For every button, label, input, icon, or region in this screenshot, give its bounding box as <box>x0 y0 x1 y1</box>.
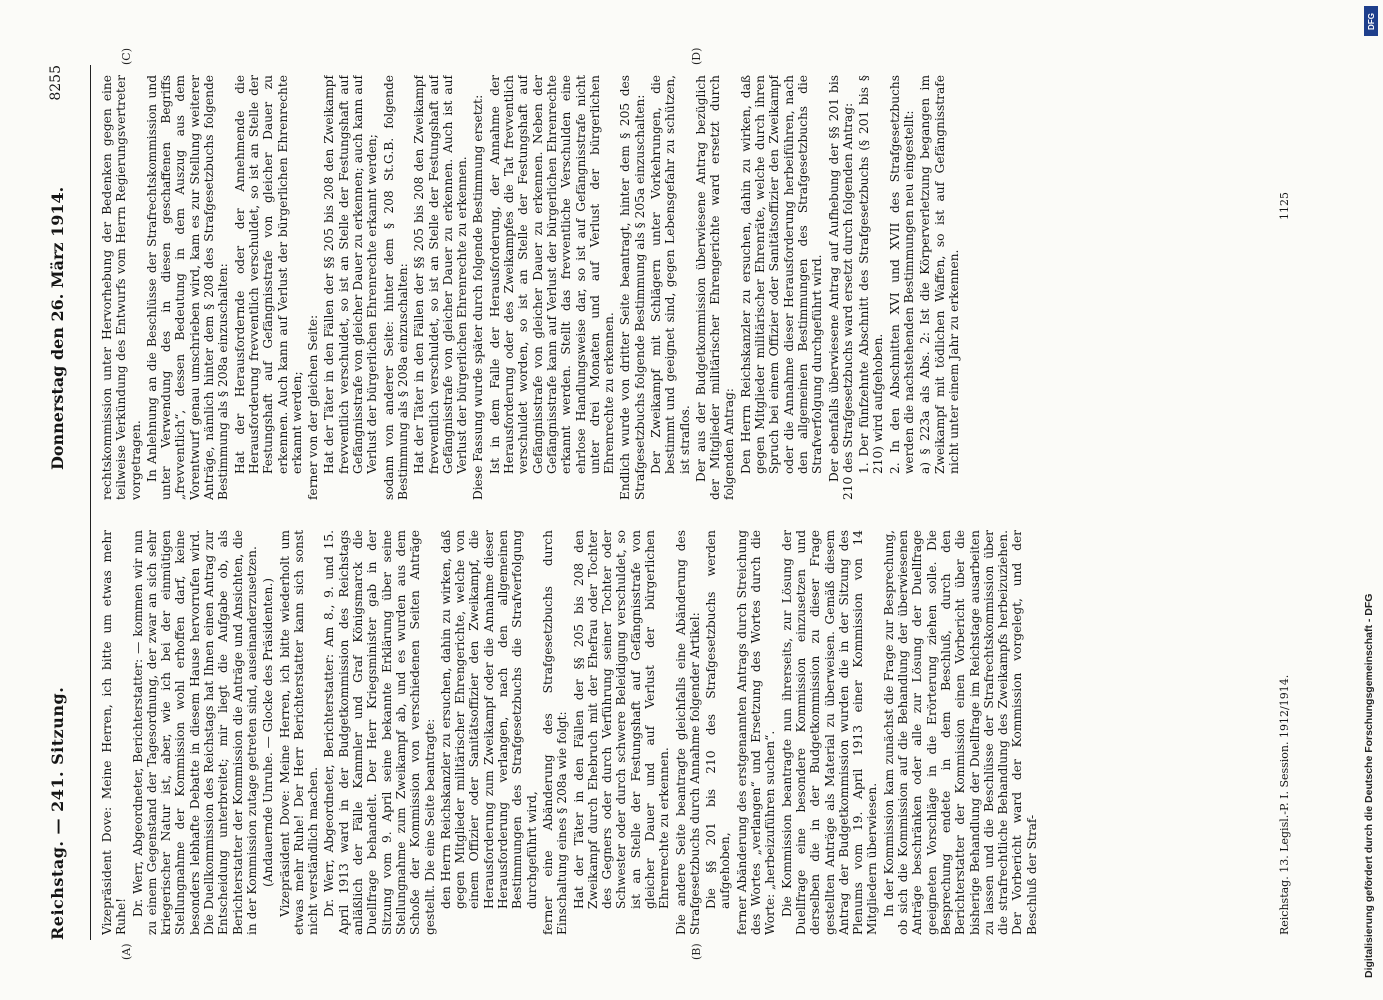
paragraph: (Andauernde Unruhe. — Glocke des Präsidenten.) <box>261 577 276 888</box>
page-header <box>48 65 84 940</box>
header-date: Donnerstag den 26. März 1914. <box>48 186 67 470</box>
margin-marker-d: (D) <box>690 47 703 65</box>
paragraph: Die Kommission beantragte nun ihrerseits, zur Lösung der Duellfrage eine besondere Kommission einzusetzen und derselben die in der Budgetkommission zu dieser Frage gestellten Anträge als Material zu überweisen. Gemäß diesem Antrag der Budgetkommission wurden die in der Sitzung des Plenums vom 19. April 1913 einer Kommission von 14 Mitgliedern überwiesen. <box>779 530 880 935</box>
footer-signature: 1125 <box>1278 192 1291 220</box>
paragraph: In Anlehnung an die Beschlüsse der Strafrechtskommission und unter Verwendung des in diesen geschaffenen Begriffs „frevventlich“, dessen Bedeutung in dem Auszug aus dem Vorentwurf genau umschrieben wird, kam es zur Stellung weiterer Anträge, nämlich hinter dem § 208 des Strafgesetzbuchs folgende Bestimmung als § 208a einzuschalten: <box>144 75 231 500</box>
paragraph: Der ebenfalls überwiesene Antrag auf Aufhebung der §§ 201 bis 210 des Strafgesetzbuchs ward ersetzt durch folgenden Antrag: <box>826 75 855 500</box>
paragraph: a) § 223a als Abs. 2: Ist die Körperverletzung begangen im Zweikampf mit tödlichen Waffen, so ist auf Gefängnisstrafe nicht unter einem Jahr zu erkennen. <box>918 75 961 474</box>
margin-marker-a: (A) <box>120 943 133 960</box>
paragraph: rechtskommission unter Hervorhebung der Bedenken gegen eine teilweise Verkündung des Entwurfs vom Herrn Regierungsvertreter vorgetragen. <box>100 75 143 500</box>
digitization-note-text: Digitalisierung gefördert durch die Deutsche Forschungsgemeinschaft - DFG <box>1363 593 1375 978</box>
footer-session: Reichstag. 13. Legisl.-P. I. Session. 1912/1914. <box>1278 674 1291 935</box>
paragraph: In der Kommission kam zunächst die Frage zur Besprechung, ob sich die Kommission auf die Behandlung der überwiesenen Anträge beschränken oder alle zur Lösung der Duellfrage geeigneten Vorschläge in die Erörterung ziehen solle. Die Besprechung endete in dem Beschluß, durch den Berichterstatter der Kommission einen Vorbericht über die bisherige Behandlung der Duellfrage im Reichstage ausarbeiten zu lassen und die Beschlüsse der Strafrechtskommission über die strafrechtliche Behandlung des Zweikampfs herbeizuziehen. Der Vorbericht ward der Kommission vorgelegt, und der Beschluß der Straf- <box>881 530 1039 935</box>
paragraph: Der aus der Budgetkommission überwiesene Antrag bezüglich der Mitglieder militärischer Ehrengerichte ward ersetzt durch folgenden Antrag: <box>693 75 737 500</box>
margin-marker-b: (B) <box>690 943 703 960</box>
paragraph: Hat der Herausfordernde oder der Annehmende die Herausforderung frevventlich verschuldet, so ist an Stelle der Festungshaft auf Gefängnisstrafe von gleicher Dauer zu erkennen. Auch kann auf Verlust der bürgerlichen Ehrenrechte erkannt werden; <box>232 75 304 474</box>
right-column <box>100 75 1260 500</box>
paragraph: 1. Der fünfzehnte Abschnitt des Strafgesetzbuchs (§ 201 bis § 210) wird aufgehoben. <box>857 75 886 474</box>
paragraph: ferner eine Abänderung des Strafgesetzbuchs durch Einschaltung eines § 208a wie folgt: <box>540 530 570 935</box>
paragraph: Hat der Täter in den Fällen der §§ 205 bis 208 den Zweikampf durch Ehebruch mit der Ehefrau oder Tochter des Gegners oder durch Verführung seiner Tochter oder Schwester oder durch schwere Beleidigung verschuldet, so ist an Stelle der Festungshaft auf Gefängnisstrafe von gleicher Dauer und auf Verlust der bürgerlichen Ehrenrechte zu erkennen. <box>571 530 672 909</box>
paragraph: Hat der Täter in den Fällen der §§ 205 bis 208 den Zweikampf frevventlich verschuldet, so ist an Stelle der Festungshaft auf Gefängnisstrafe von gleicher Dauer zu erkennen; auch kann auf Verlust der bürgerlichen Ehrenrechte erkannt werden; <box>322 75 380 474</box>
paragraph: Endlich wurde von dritter Seite beantragt, hinter dem § 205 des Strafgesetzbuchs folgende Bestimmung als § 205a einzuschalten: <box>618 75 647 500</box>
paragraph: Vizepräsident Dove: Meine Herren, ich bitte um etwas mehr Ruhe! <box>100 530 129 935</box>
paragraph: sodann von anderer Seite: hinter dem § 208 St.G.B. folgende Bestimmung als § 208a einzuschalten: <box>381 75 410 500</box>
paragraph: Der Zweikampf mit Schlägern unter Vorkehrungen, die bestimmt und geeignet sind, gegen Lebensgefahr zu schützen, ist straflos. <box>648 75 692 474</box>
page-number: 8255 <box>48 65 64 101</box>
digitization-note <box>1356 10 1382 990</box>
paragraph: ferner von der gleichen Seite: <box>306 314 321 500</box>
paragraph: Hat der Täter in den Fällen der §§ 205 bis 208 den Zweikampf frevventlich verschuldet, so ist an Stelle der Festungshaft auf Gefängnisstrafe von gleicher Dauer zu erkennen. Auch ist auf Verlust der bürgerlichen Ehrenrechte zu erkennen. <box>412 75 470 474</box>
header-rule <box>90 65 91 940</box>
paragraph: Vizepräsident Dove: Meine Herren, ich bitte wiederholt um etwas mehr Ruhe! Der Herr Berichterstatter kann sich sonst nicht verständlich machen. <box>277 530 321 935</box>
header-title: Reichstag. — 241. Sitzung. <box>48 686 67 940</box>
paragraph: Dr. Werr, Abgeordneter, Berichterstatter: Am 8., 9. und 15. April 1913 ward in der Budgetkommission des Reichstags anläßlich der Fälle Kammler und Graf Königsmarck die Duellfrage behandelt. Der Herr Kriegsminister gab in der Sitzung vom 9. April seine bekannte Erklärung über seine Stellungnahme zum Zweikampf ab, und es wurden aus dem Schoße der Kommission von verschiedenen Seiten Anträge gestellt. Die eine Seite beantragte: <box>322 530 437 935</box>
paragraph: Den Herrn Reichskanzler zu ersuchen, dahin zu wirken, daß gegen Mitglieder militärischer Ehrenräte, welche durch ihren Spruch bei einem Offizier oder Sanitätsoffizier den Zweikampf oder die Annahme dieser Herausforderung herbeiführen, nach den allgemeinen Bestimmungen des Strafgesetzbuchs die Strafverfolgung durchgeführt wird. <box>738 75 825 474</box>
paragraph: den Herrn Reichskanzler zu ersuchen, dahin zu wirken, daß gegen Mitglieder militärischer Ehrengerichte, welche von einem Offizier oder Sanitätsoffizier den Zweikampf, die Herausforderung zum Zweikampf oder die Annahme dieser Herausforderung verlangen, nach den allgemeinen Bestimmungen des Strafgesetzbuchs die Strafverfolgung durchgeführt wird, <box>438 530 539 909</box>
paragraph: 2. In den Abschnitten XVI und XVII des Strafgesetzbuchs werden die nachstehenden Bestimmungen neu eingestellt: <box>887 75 917 474</box>
paragraph: Ist in dem Falle der Herausforderung, der Annahme der Herausforderung oder des Zweikampfes die Tat frevventlich verschuldet worden, so ist an Stelle der Festungshaft auf Gefängnisstrafe von gleicher Dauer zu erkennen. Neben der Gefängnisstrafe kann auf Verlust der bürgerlichen Ehrenrechte erkannt werden. Stellt das frevventliche Verschulden eine ehrlose Handlungsweise dar, so ist auf Gefängnisstrafe nicht unter drei Monaten und auf Verlust der bürgerlichen Ehrenrechte zu erkennen. <box>487 75 617 474</box>
paragraph: Diese Fassung wurde später durch folgende Bestimmung ersetzt: <box>471 94 486 500</box>
paragraph: Dr. Werr, Abgeordneter, Berichterstatter: — kommen wir nun zu einem Gegenstand der Tagesordnung, der zwar an sich sehr kriegerischer Natur ist, aber, wie ich bei der einmütigen Stellungnahme der Kommission wohl erhoffen darf, keine besonders lebhafte Debatte in diesem Hause hervorrufen wird. Die Duellkommission des Reichstags hat Ihnen einen Antrag zur Entscheidung unterbreitet; mir liegt die Aufgabe ob, als Berichterstatter der Kommission die Anträge und Ansichten, die in der Kommission zutage getreten sind, auseinanderzusetzen. <box>130 530 259 935</box>
dfg-logo-icon: DFG <box>1364 6 1378 36</box>
paragraph: Die §§ 201 bis 210 des Strafgesetzbuchs werden aufgehoben, <box>704 530 733 909</box>
paragraph: Die andere Seite beantragte gleichfalls eine Abänderung des Strafgesetzbuchs durch Annahme folgender Artikel: <box>673 530 702 935</box>
margin-marker-c: (C) <box>120 48 133 65</box>
left-column <box>100 530 1260 935</box>
paragraph: ferner Abänderung des erstgenannten Antrags durch Streichung des Wortes „verlangen“ und Ersetzung des Wortes durch die Worte: „herbeizuführen suchen“. <box>734 530 778 935</box>
